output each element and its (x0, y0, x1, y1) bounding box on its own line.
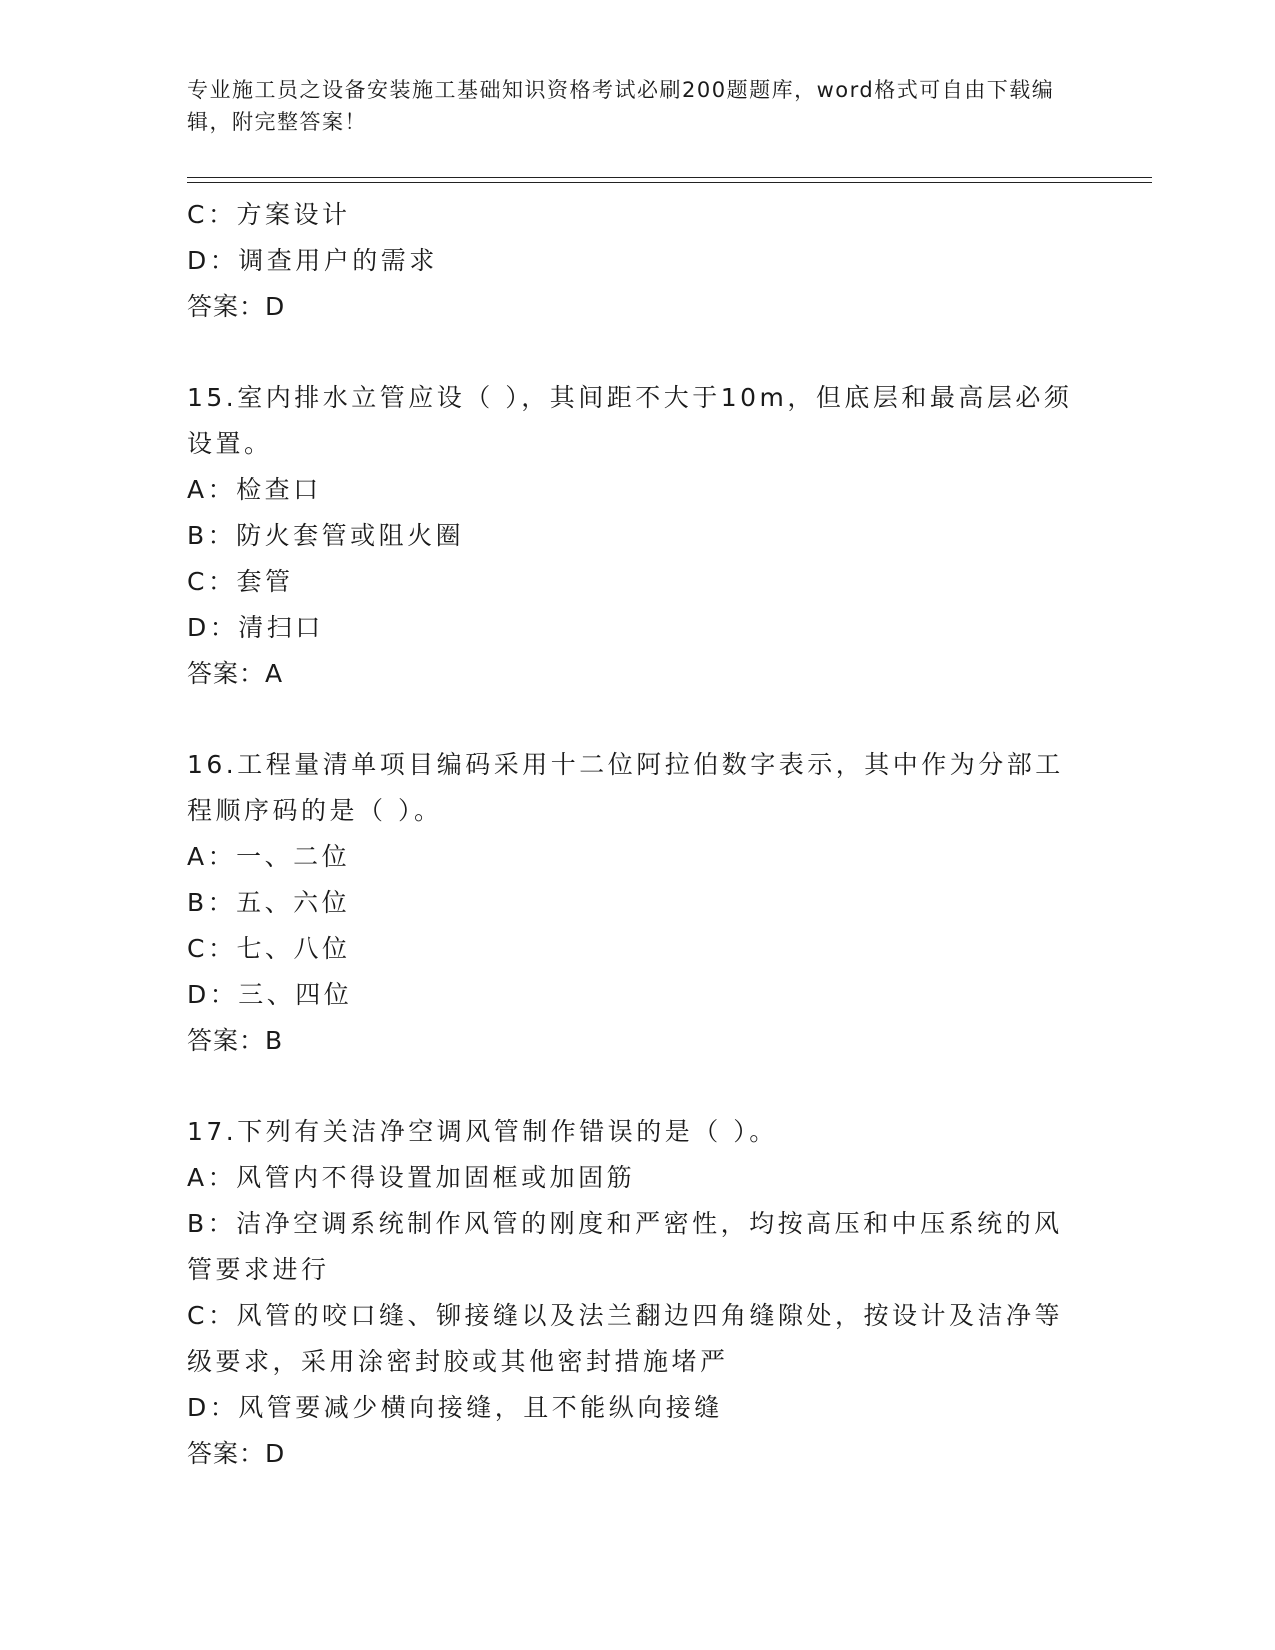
option-c: C：套管 (187, 567, 294, 596)
option-b-continued: 管要求进行 (187, 1255, 330, 1284)
option-d: D：调查用户的需求 (187, 246, 438, 275)
option-c-continued: 级要求，采用涂密封胶或其他密封措施堵严 (187, 1347, 729, 1376)
question-list (187, 192, 1087, 1477)
option-a: A：检查口 (187, 475, 322, 504)
option-c: C：风管的咬口缝、铆接缝以及法兰翻边四角缝隙处，按设计及洁净等 (187, 1301, 1063, 1330)
question-17 (187, 1109, 1087, 1477)
question-stem: 17.下列有关洁净空调风管制作错误的是（ ）。 (187, 1117, 778, 1146)
answer-line: 答案：D (187, 292, 286, 321)
header-divider-bottom (187, 182, 1152, 183)
carryover-block (187, 192, 1087, 330)
option-c: C：七、八位 (187, 934, 351, 963)
option-d: D：清扫口 (187, 613, 324, 642)
option-b: B：洁净空调系统制作风管的刚度和严密性，均按高压和中压系统的风 (187, 1209, 1063, 1238)
question-stem: 16.工程量清单项目编码采用十二位阿拉伯数字表示，其中作为分部工 (187, 750, 1064, 779)
question-stem: 15.室内排水立管应设（ ），其间距不大于10m，但底层和最高层必须 (187, 383, 1073, 412)
document-header: 专业施工员之设备安装施工基础知识资格考试必刷200题题库，word格式可自由下载编辑，附完整答案！ (187, 78, 1055, 134)
option-b: B：防火套管或阻火圈 (187, 521, 465, 550)
answer-line: 答案：B (187, 1026, 284, 1055)
question-16 (187, 742, 1087, 1064)
answer-line: 答案：D (187, 1439, 286, 1468)
option-d: D：风管要减少横向接缝，且不能纵向接缝 (187, 1393, 723, 1422)
option-d: D：三、四位 (187, 980, 353, 1009)
option-a: A：一、二位 (187, 842, 351, 871)
question-stem-continued: 设置。 (187, 429, 273, 458)
header-divider-top (187, 177, 1152, 178)
option-b: B：五、六位 (187, 888, 351, 917)
answer-line: 答案：A (187, 659, 284, 688)
question-15 (187, 375, 1087, 697)
question-stem-continued: 程顺序码的是（ ）。 (187, 796, 443, 825)
option-a: A：风管内不得设置加固框或加固筋 (187, 1163, 636, 1192)
option-c: C：方案设计 (187, 200, 351, 229)
